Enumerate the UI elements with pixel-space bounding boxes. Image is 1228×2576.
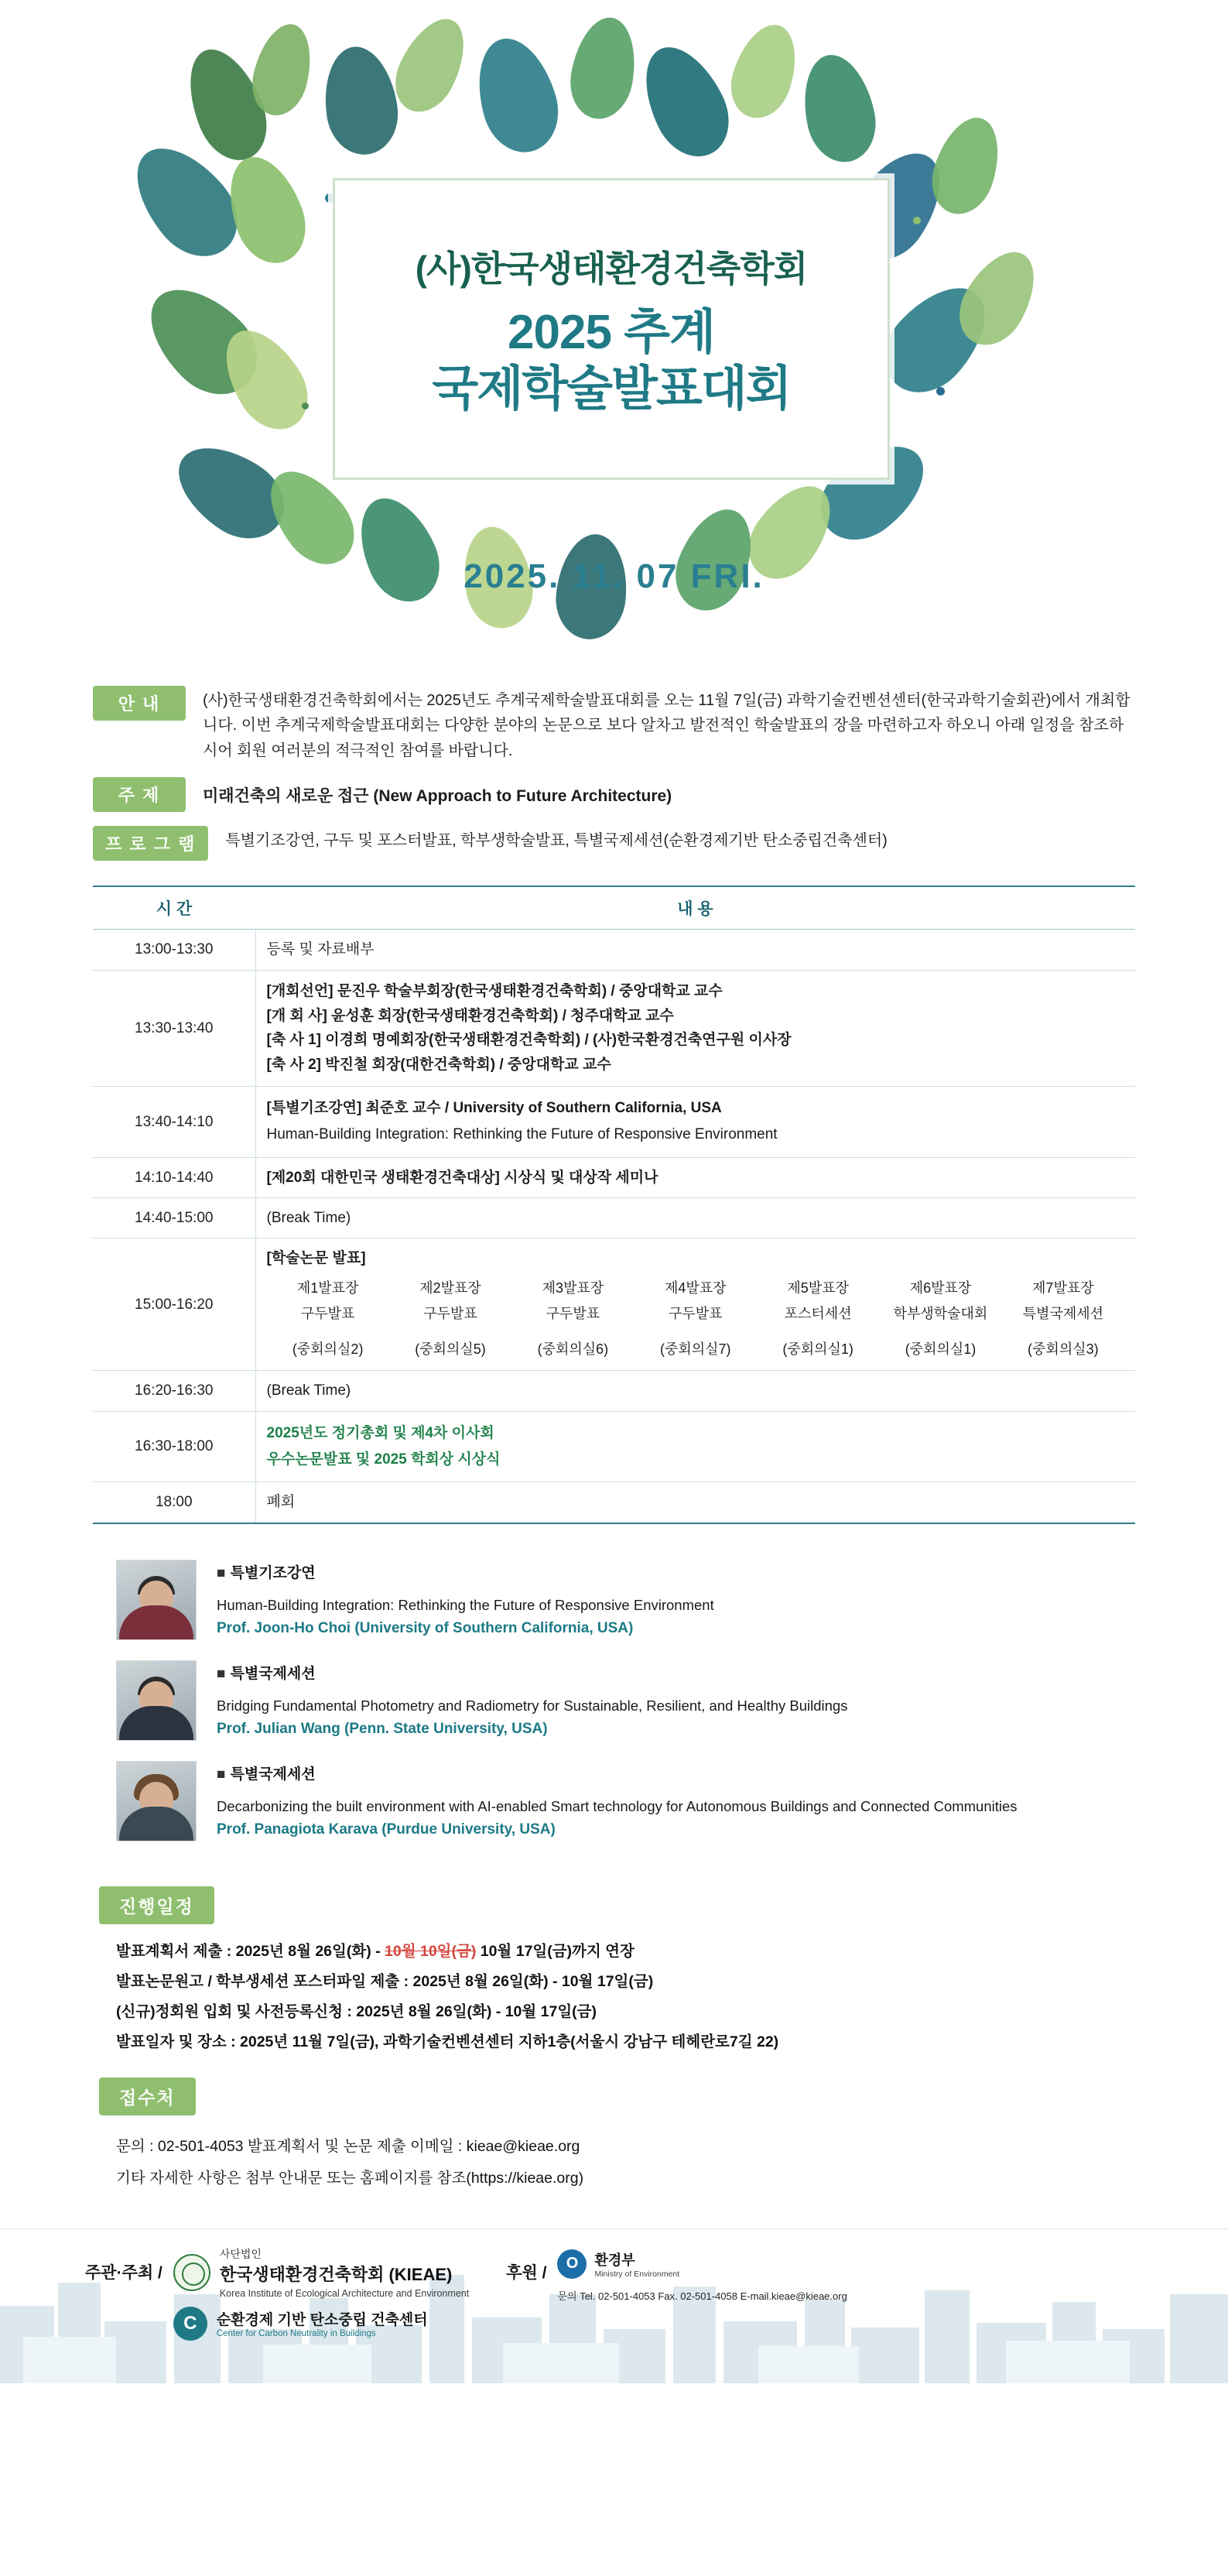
hero-title-line-2: 국제학술발표대회 bbox=[432, 362, 791, 416]
topic-text: 미래건축의 새로운 접근 (New Approach to Future Architecture) bbox=[203, 787, 672, 806]
leaf-icon bbox=[628, 33, 743, 169]
dot-icon bbox=[913, 217, 921, 224]
topic-tag: 주 제 bbox=[93, 777, 186, 812]
hero-title-line-1: 2025 추계 bbox=[508, 305, 715, 359]
cell-time: 13:00-13:30 bbox=[93, 930, 255, 970]
speaker-kind bbox=[217, 1662, 847, 1683]
session-room: 제3발표장 bbox=[542, 1279, 604, 1296]
schedule-table-wrap bbox=[0, 875, 1228, 1524]
keynote-line-1: [특별기조강연] 최준호 교수 / University of Southern California, USA bbox=[266, 1100, 722, 1117]
notice-row bbox=[93, 686, 1135, 763]
center-name: 순환경제 기반 탄소중립 건축센터 bbox=[216, 2312, 428, 2329]
cell-content bbox=[255, 970, 1135, 1087]
cell-content: 폐회 bbox=[255, 1482, 1135, 1523]
session-room: 제4발표장 bbox=[664, 1279, 727, 1296]
dot-icon bbox=[302, 402, 309, 409]
session-type: 구두발표 bbox=[300, 1306, 355, 1322]
speaker-name: Prof. Julian Wang (Penn. State University, USA) bbox=[217, 1721, 548, 1738]
center-name-english: Center for Carbon Neutrality in Buildings bbox=[216, 2329, 376, 2339]
session-column bbox=[1002, 1276, 1124, 1362]
bullet-square-icon: ■ bbox=[217, 1766, 226, 1783]
host-sub: 사단법인 bbox=[219, 2247, 262, 2260]
speaker-item bbox=[116, 1660, 1135, 1741]
session-title: [학술논문 발표] bbox=[266, 1250, 366, 1267]
session-column bbox=[635, 1276, 757, 1362]
session-room: 제1발표장 bbox=[296, 1279, 359, 1296]
session-column bbox=[267, 1276, 389, 1362]
progress-line-strikethrough: 10월 10일(금) bbox=[385, 1942, 477, 1960]
cell-time: 15:00-16:20 bbox=[93, 1238, 255, 1371]
speaker-kind-label: 특별국제세션 bbox=[230, 1665, 316, 1682]
hero-organization: (사)한국생태환경건축학회 bbox=[415, 248, 808, 289]
cell-content bbox=[255, 1238, 1135, 1371]
speaker-kind-label: 특별국제세션 bbox=[230, 1766, 316, 1783]
cell-time: 14:40-15:00 bbox=[93, 1198, 255, 1238]
leaf-icon bbox=[465, 29, 569, 162]
speaker-kind bbox=[217, 1762, 1018, 1783]
progress-heading: 진행일정 bbox=[99, 1886, 214, 1924]
progress-line-pre: 발표계획서 제출 : 2025년 8월 26일(화) - bbox=[116, 1942, 385, 1960]
footer-section bbox=[0, 2228, 1228, 2383]
session-column bbox=[389, 1276, 511, 1362]
opening-line: [축 사 2] 박진철 회장(대한건축학회) / 중앙대학교 교수 bbox=[266, 1057, 611, 1074]
center-block bbox=[173, 2307, 469, 2341]
society-seal-icon bbox=[173, 2254, 210, 2291]
cell-time: 16:30-18:00 bbox=[93, 1411, 255, 1482]
speakers-section bbox=[0, 1524, 1228, 1869]
hero-event-date: 2025. 11. 07 FRI. bbox=[463, 557, 765, 595]
schedule-table bbox=[93, 886, 1135, 1524]
hero-title-card bbox=[333, 178, 890, 480]
speaker-name: Prof. Joon-Ho Choi (University of Southern California, USA) bbox=[217, 1620, 634, 1637]
program-tag: 프 로 그 램 bbox=[93, 826, 208, 861]
session-type: 학부생학술대회 bbox=[893, 1306, 988, 1322]
contact-line: 문의 : 02-501-4053 발표계획서 및 논문 제출 이메일 : kieae@kieae.org bbox=[116, 2137, 580, 2155]
session-venue: (중회의실7) bbox=[659, 1341, 731, 1357]
session-type: 구두발표 bbox=[423, 1306, 477, 1322]
ministry-logo-icon: O bbox=[557, 2249, 587, 2279]
speaker-kind-label: 특별기조강연 bbox=[230, 1564, 316, 1581]
torso-shape bbox=[119, 1706, 193, 1741]
speaker-photo bbox=[116, 1761, 197, 1841]
info-section bbox=[0, 666, 1228, 861]
torso-shape bbox=[119, 1605, 193, 1640]
cell-content bbox=[255, 1087, 1135, 1157]
table-row bbox=[93, 1087, 1135, 1157]
host-block bbox=[173, 2246, 469, 2341]
torso-shape bbox=[119, 1807, 193, 1841]
footer-contact: 문의 Tel. 02-501-4053 Fax. 02-501-4058 E-mail.kieae@kieae.org bbox=[557, 2290, 847, 2302]
cell-content: [제20회 대한민국 생태환경건축대상] 시상식 및 대상작 세미나 bbox=[255, 1157, 1135, 1197]
session-room: 제5발표장 bbox=[787, 1279, 849, 1296]
cell-time: 16:20-16:30 bbox=[93, 1371, 255, 1411]
topic-row bbox=[93, 777, 1135, 812]
table-row bbox=[93, 1411, 1135, 1482]
contact-heading: 접수처 bbox=[99, 2078, 196, 2115]
session-room: 제2발표장 bbox=[419, 1279, 481, 1296]
progress-line bbox=[116, 1937, 1135, 1967]
session-grid bbox=[267, 1276, 1125, 1362]
bullet-square-icon: ■ bbox=[217, 1564, 226, 1581]
progress-section bbox=[0, 1886, 1228, 2057]
opening-line: [개 회 사] 윤성훈 회장(한국생태환경건축학회) / 청주대학교 교수 bbox=[266, 1007, 674, 1024]
table-row bbox=[93, 970, 1135, 1087]
contact-section bbox=[0, 2078, 1228, 2194]
ministry-name: 환경부 bbox=[594, 2252, 635, 2268]
progress-line-post: 10월 17일(금)까지 연장 bbox=[476, 1942, 635, 1960]
session-column bbox=[511, 1276, 634, 1362]
cell-time: 13:30-13:40 bbox=[93, 970, 255, 1087]
session-room: 제7발표장 bbox=[1032, 1279, 1094, 1296]
progress-line: 발표일자 및 장소 : 2025년 11월 7일(금), 과학기술컨벤션센터 지하1층(서울시 강남구 테헤란로7길 22) bbox=[116, 2033, 779, 2050]
bullet-square-icon: ■ bbox=[217, 1665, 226, 1682]
speaker-topic: Human-Building Integration: Rethinking the Future of Responsive Environment bbox=[217, 1596, 714, 1613]
table-row bbox=[93, 1238, 1135, 1371]
ministry-name-english: Ministry of Environment bbox=[594, 2269, 680, 2279]
speaker-kind bbox=[217, 1561, 714, 1582]
opening-line: [축 사 1] 이경희 명예회장(한국생태환경건축학회) / (사)한국환경건축연구원 이사장 bbox=[266, 1032, 792, 1049]
sponsor-block bbox=[557, 2246, 847, 2303]
notice-tag: 안 내 bbox=[93, 686, 186, 721]
host-name-english: Korea Institute of Ecological Architecture and Environment bbox=[219, 2287, 470, 2299]
cell-content: 등록 및 자료배부 bbox=[255, 930, 1135, 970]
progress-line: 발표논문원고 / 학부생세션 포스터파일 제출 : 2025년 8월 26일(화) - 10월 17일(금) bbox=[116, 1972, 654, 1990]
cell-time: 18:00 bbox=[93, 1482, 255, 1523]
leaf-icon bbox=[794, 48, 883, 168]
cell-time: 14:10-14:40 bbox=[93, 1157, 255, 1197]
session-column bbox=[879, 1276, 1001, 1362]
host-label: 주관·주최 / bbox=[85, 2263, 162, 2282]
session-column bbox=[757, 1276, 879, 1362]
speaker-item bbox=[116, 1761, 1135, 1841]
keynote-line-2: Human-Building Integration: Rethinking the Future of Responsive Environment bbox=[266, 1126, 778, 1143]
program-row bbox=[93, 826, 1135, 861]
session-venue: (중회의실5) bbox=[415, 1341, 486, 1357]
table-row bbox=[93, 930, 1135, 970]
speaker-photo bbox=[116, 1660, 197, 1741]
sponsor-label: 후원 / bbox=[506, 2263, 547, 2282]
notice-text: (사)한국생태환경건축학회에서는 2025년도 추계국제학술발표대회를 오는 11월 7일(금) 과학기술컨벤션센터(한국과학기술회관)에서 개최합니다. 이번 추계국제학술발표대회는 다양한 분야의 논문으로 보다 알차고 발전적인 학술발표의 장을 마련하고자 하오니 아래 일정을 참조하시어 회원 여러분의 적극적인 참여를 바랍니다. bbox=[203, 692, 1131, 759]
session-venue: (중회의실1) bbox=[905, 1341, 977, 1357]
session-venue: (중회의실1) bbox=[782, 1341, 853, 1357]
session-room: 제6발표장 bbox=[909, 1279, 972, 1296]
contact-line: 기타 자세한 사항은 첨부 안내문 또는 홈페이지를 참조(https://kieae.org) bbox=[116, 2169, 584, 2187]
table-row bbox=[93, 1198, 1135, 1238]
opening-lines bbox=[267, 979, 1125, 1078]
leaf-icon bbox=[564, 12, 643, 124]
session-type: 특별국제세션 bbox=[1022, 1306, 1103, 1322]
session-venue: (중회의실3) bbox=[1028, 1341, 1099, 1357]
cell-content: (Break Time) bbox=[255, 1371, 1135, 1411]
speaker-name: Prof. Panagiota Karava (Purdue University, USA) bbox=[217, 1821, 556, 1838]
leaf-icon bbox=[318, 42, 404, 159]
cell-content bbox=[255, 1411, 1135, 1482]
dot-icon bbox=[936, 387, 945, 396]
col-header-content: 내 용 bbox=[255, 886, 1135, 930]
table-row bbox=[93, 1482, 1135, 1523]
session-type: 구두발표 bbox=[668, 1306, 723, 1322]
footer-content bbox=[0, 2229, 1228, 2341]
leaf-icon bbox=[722, 16, 808, 125]
hero-banner bbox=[0, 0, 1228, 666]
session-type: 구두발표 bbox=[546, 1306, 600, 1322]
meeting-line-1: 2025년도 정기총회 및 제4차 이사회 bbox=[266, 1424, 494, 1441]
table-header-row bbox=[93, 886, 1135, 930]
progress-line: (신규)정회원 입회 및 사전등록신청 : 2025년 8월 26일(화) - 10월 17일(금) bbox=[116, 2002, 597, 2020]
cell-time: 13:40-14:10 bbox=[93, 1087, 255, 1157]
speaker-topic: Decarbonizing the built environment with AI-enabled Smart technology for Autonomous Buildings and Connected Communities bbox=[217, 1797, 1018, 1814]
session-type: 포스터세션 bbox=[784, 1306, 852, 1322]
col-header-time: 시 간 bbox=[93, 886, 255, 930]
meeting-line-2: 우수논문발표 및 2025 학회상 시상식 bbox=[266, 1451, 501, 1468]
program-text: 특별기조강연, 구두 및 포스터발표, 학부생학술발표, 특별국제세션(순환경제기반 탄소중립건축센터) bbox=[225, 832, 888, 850]
host-name: 한국생태환경건축학회 (KIEAE) bbox=[219, 2264, 453, 2284]
table-row bbox=[93, 1371, 1135, 1411]
speaker-item bbox=[116, 1560, 1135, 1640]
session-venue: (중회의실2) bbox=[292, 1341, 364, 1357]
speaker-photo bbox=[116, 1560, 197, 1640]
speaker-topic: Bridging Fundamental Photometry and Radiometry for Sustainable, Resilient, and Healthy Buildings bbox=[217, 1697, 848, 1714]
cell-content: (Break Time) bbox=[255, 1198, 1135, 1238]
table-row bbox=[93, 1157, 1135, 1197]
center-logo-icon: C bbox=[173, 2307, 207, 2341]
session-venue: (중회의실6) bbox=[537, 1341, 609, 1357]
leaf-icon bbox=[384, 8, 479, 122]
opening-line: [개회선언] 문진우 학술부회장(한국생태환경건축학회) / 중앙대학교 교수 bbox=[266, 982, 723, 999]
